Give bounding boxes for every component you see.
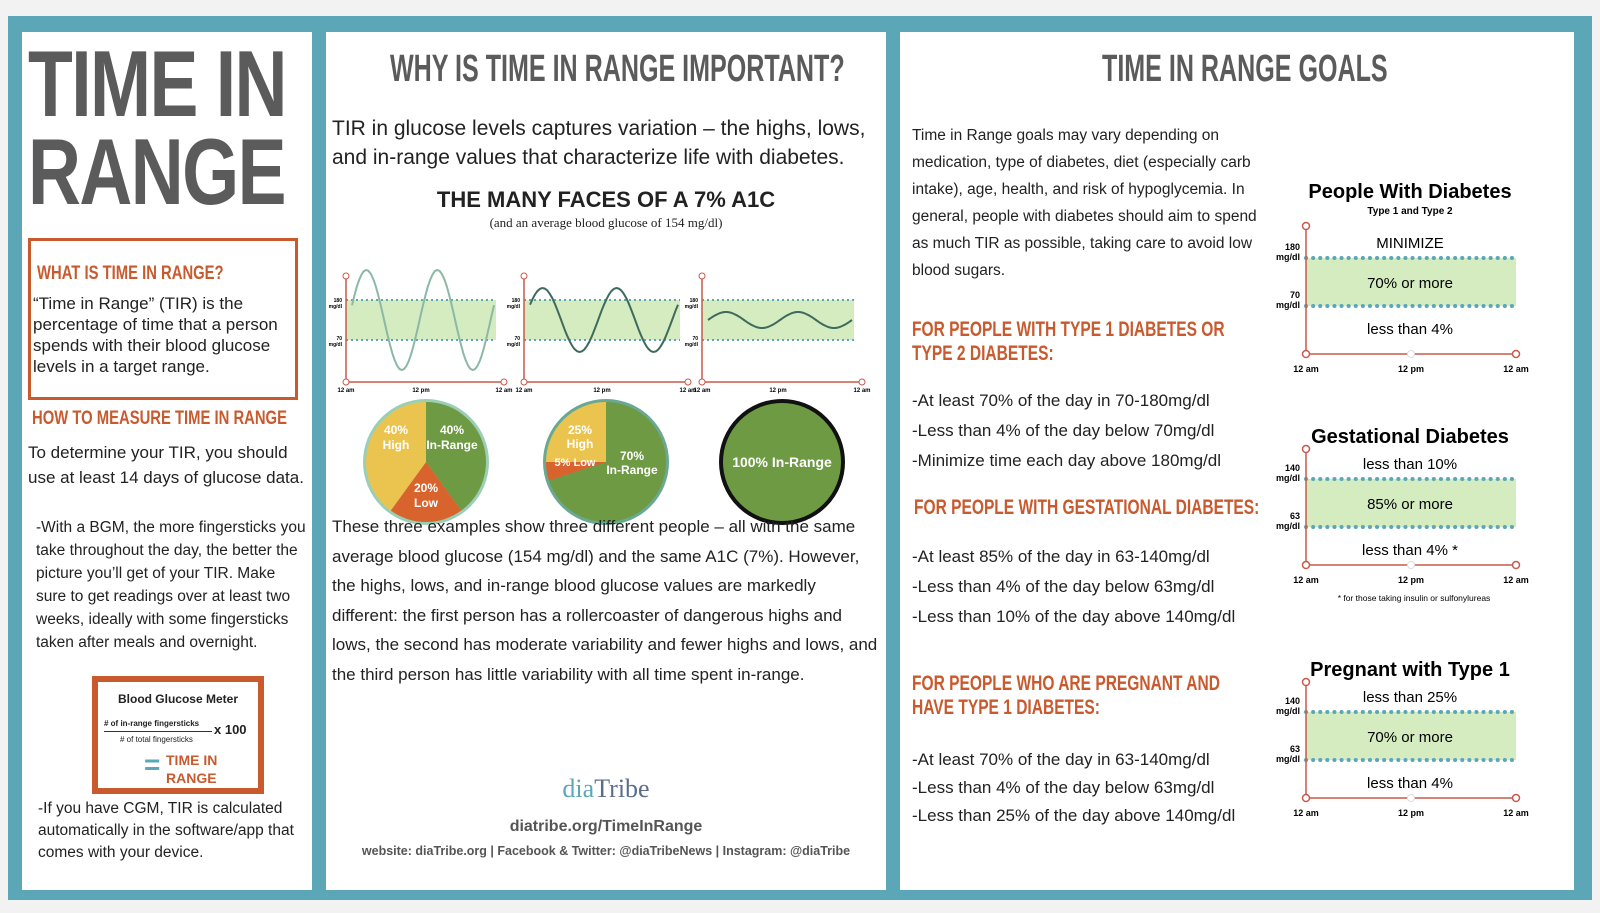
time-label-end: 12 am — [1503, 808, 1529, 818]
pie-label-low: 5% Low — [554, 457, 596, 469]
axis-origin-dot — [1303, 351, 1310, 358]
axis-end-dot — [859, 379, 865, 385]
section-heading-type1-type2: FOR PEOPLE WITH TYPE 1 DIABETES OR TYPE 2 DIABETES: — [912, 318, 1225, 365]
axis-end-dot — [1303, 446, 1310, 453]
x-label-start: 12 am — [337, 388, 355, 394]
axis-end-dot — [343, 273, 349, 279]
x-label-mid: 12 pm — [412, 388, 430, 394]
upper-value: 180 — [1284, 242, 1300, 252]
main-title — [28, 32, 286, 224]
middle-intro: TIR in glucose levels captures variation – the highs, lows, and in-range values that characterize life with diabetes. — [332, 117, 866, 169]
what-body: “Time in Range” (TIR) is the percentage of time that a person spends with their blood glucose levels in a target range. — [33, 294, 278, 376]
in-range-goal: 85% or more — [1367, 496, 1453, 513]
goal-charts — [1270, 162, 1570, 882]
y-label-high: 180 — [511, 298, 520, 304]
target-range-band — [524, 300, 680, 340]
lower-unit: mg/dl — [1276, 754, 1300, 764]
above-range-goal: MINIMIZE — [1376, 235, 1444, 252]
section-heading-pregnant-type1: FOR PEOPLE WHO ARE PREGNANT AND HAVE TYPE 1 DIABETES: — [912, 672, 1220, 719]
y-label-unit: mg/dl — [684, 304, 698, 310]
logo-tribe: Tribe — [594, 774, 650, 803]
left-panel — [22, 32, 312, 890]
below-range-goal: less than 4% * — [1362, 542, 1458, 559]
upper-value: 140 — [1284, 696, 1300, 706]
axis-end-dot — [521, 273, 527, 279]
pie-label-high-value: 25% — [567, 423, 593, 437]
in-range-goal: 70% or more — [1367, 275, 1453, 292]
time-label-end: 12 am — [1503, 364, 1529, 374]
time-label-mid: 12 pm — [1397, 364, 1425, 374]
middle-panel — [326, 32, 886, 890]
list-item: -Less than 10% of the day above 140mg/dl — [912, 607, 1236, 626]
how-cgm: -If you have CGM, TIR is calculated automatically in the software/app that comes with your device. — [38, 800, 294, 861]
upper-unit: mg/dl — [1276, 252, 1300, 262]
right-title: TIME IN RANGE GOALS — [1102, 48, 1388, 90]
target-range-band — [702, 300, 854, 340]
what-heading: WHAT IS TIME IN RANGE? — [37, 263, 224, 284]
meter-denominator: # of total fingersticks — [120, 735, 193, 744]
middle-body: These three examples show three different people – all with the same average blood glucose (154 mg/dl) and the same A1C (7%). However, the highs, lows, and in-range blood glucose values are markedly different: the first person has a rollercoaster of dangerous highs and lows, the second has moderate variability and fewer highs and lows, and the third person has little variability with all time spent in-range. — [332, 517, 878, 684]
list-item: -Less than 25% of the day above 140mg/dl — [912, 806, 1236, 825]
middle-title: WHY IS TIME IN RANGE IMPORTANT? — [390, 48, 845, 90]
what-box — [28, 238, 298, 400]
upper-unit: mg/dl — [1276, 473, 1300, 483]
list-item: -Minimize time each day above 180mg/dl — [912, 451, 1221, 470]
pie-label-high-text: High — [382, 438, 410, 452]
glucose-comparison-graphic — [326, 232, 886, 532]
y-label-low: 70 — [514, 336, 520, 342]
section-heading-gestational: FOR PEOPLE WITH GESTATIONAL DIABETES: — [914, 496, 1260, 519]
axis-origin-dot — [521, 379, 527, 385]
main-title-line1: TIME IN — [28, 32, 286, 136]
y-label-low: 70 — [692, 336, 698, 342]
goal-chart-title: Pregnant with Type 1 — [1310, 659, 1510, 681]
axis-origin-dot — [343, 379, 349, 385]
axis-end-dot — [1513, 795, 1520, 802]
x-label-mid: 12 pm — [593, 388, 611, 394]
list-item: -Less than 4% of the day below 63mg/dl — [912, 577, 1215, 596]
list-item: -At least 85% of the day in 63-140mg/dl — [912, 547, 1210, 566]
time-label-start: 12 am — [1293, 808, 1319, 818]
y-label-high: 180 — [689, 298, 698, 304]
goal-chart-title: People With Diabetes — [1308, 181, 1512, 203]
diatribe-logo — [326, 774, 886, 804]
list-item: -At least 70% of the day in 70-180mg/dl — [912, 391, 1210, 410]
section-list-type1-type2 — [912, 386, 1221, 476]
lower-value: 70 — [1289, 290, 1300, 300]
y-label-unit: mg/dl — [684, 342, 698, 348]
axis-end-dot — [1513, 351, 1520, 358]
pie-label-high-value: 40% — [383, 423, 409, 437]
target-range-band — [346, 300, 496, 340]
axis-end-dot — [699, 273, 705, 279]
above-range-goal: less than 25% — [1362, 689, 1458, 706]
y-label-unit: mg/dl — [328, 304, 342, 310]
pie-label-inrange-value: 40% — [439, 423, 465, 437]
list-item: -At least 70% of the day in 63-140mg/dl — [912, 750, 1210, 769]
below-range-goal: less than 4% — [1367, 321, 1453, 338]
pie-label-inrange-text: In-Range — [426, 438, 478, 452]
list-item: -Less than 4% of the day below 63mg/dl — [912, 778, 1215, 797]
lower-value: 63 — [1289, 744, 1300, 754]
section-list-pregnant-type1 — [912, 746, 1235, 830]
how-bgm: -With a BGM, the more fingersticks you take throughout the day, the better the picture you’ll get of your TIR. Make sure to get readings over at least two weeks, ideally with some fingersticks taken after meals and overnight. — [36, 519, 306, 651]
how-intro: To determine your TIR, you should use at least 14 days of glucose data. — [28, 443, 304, 487]
y-label-unit: mg/dl — [506, 342, 520, 348]
meter-result — [166, 751, 217, 787]
lower-value: 63 — [1289, 511, 1300, 521]
x-label-end: 12 am — [495, 388, 513, 394]
axis-mid-dot — [1408, 795, 1415, 802]
meter-title: Blood Glucose Meter — [117, 692, 239, 706]
time-label-end: 12 am — [1503, 575, 1529, 585]
axis-end-dot — [1513, 562, 1520, 569]
x-label-end: 12 am — [853, 388, 871, 394]
goal-chart-note: * for those taking insulin or sulfonylureas — [1337, 593, 1491, 603]
goal-chart-subtitle: Type 1 and Type 2 — [1367, 206, 1453, 217]
diatribe-url[interactable]: diatribe.org/TimeInRange — [509, 818, 703, 835]
time-label-mid: 12 pm — [1397, 808, 1425, 818]
pie-label-inrange: 100% In-Range — [732, 454, 832, 470]
lower-unit: mg/dl — [1276, 300, 1300, 310]
goal-chart-title: Gestational Diabetes — [1311, 426, 1509, 448]
lower-unit: mg/dl — [1276, 521, 1300, 531]
social-links: website: diaTribe.org | Facebook & Twitter: @diaTribeNews | Instagram: @diaTribe — [361, 844, 851, 858]
axis-mid-dot — [1408, 351, 1415, 358]
pie-label-inrange-text: In-Range — [606, 463, 658, 477]
axis-origin-dot — [1303, 562, 1310, 569]
y-label-low: 70 — [336, 336, 342, 342]
fraction-line — [104, 731, 212, 732]
time-label-start: 12 am — [1293, 364, 1319, 374]
x-label-start: 12 am — [693, 388, 711, 394]
meter-result-line1: TIME IN — [166, 752, 218, 768]
pie-label-low-value: 20% — [413, 481, 439, 495]
axis-end-dot — [501, 379, 507, 385]
axis-origin-dot — [1303, 795, 1310, 802]
axis-end-dot — [685, 379, 691, 385]
main-title-line2: RANGE — [28, 119, 285, 224]
how-heading: HOW TO MEASURE TIME IN RANGE — [32, 408, 287, 429]
right-intro: Time in Range goals may vary depending on medication, type of diabetes, diet (especially carb intake), age, health, and risk of hypoglycemia. In general, people with diabetes should aim to spend as much TIR as possible, taking care to avoid low blood sugars. — [912, 127, 1257, 279]
above-range-goal: less than 10% — [1362, 456, 1458, 473]
logo-dia: dia — [562, 774, 595, 803]
in-range-goal: 70% or more — [1367, 729, 1453, 746]
axis-origin-dot — [699, 379, 705, 385]
x-label-end: 12 am — [679, 388, 697, 394]
pie-label-low-text: Low — [414, 496, 438, 510]
time-label-mid: 12 pm — [1397, 575, 1425, 585]
pie-label-inrange-value: 70% — [619, 449, 645, 463]
meter-result-line2: RANGE — [166, 770, 217, 786]
y-label-high: 180 — [333, 298, 342, 304]
upper-unit: mg/dl — [1276, 706, 1300, 716]
meter-equals: = — [144, 749, 161, 780]
meter-numerator: # of in-range fingersticks — [104, 719, 200, 728]
axis-mid-dot — [1408, 562, 1415, 569]
faces-subtitle: (and an average blood glucose of 154 mg/dl) — [489, 215, 723, 230]
below-range-goal: less than 4% — [1367, 775, 1453, 792]
pie-label-high-text: High — [566, 437, 594, 451]
axis-end-dot — [1303, 223, 1310, 230]
section-list-gestational — [912, 542, 1235, 632]
right-panel — [900, 32, 1574, 890]
meter-times: x 100 — [214, 722, 247, 737]
list-item: -Less than 4% of the day below 70mg/dl — [912, 421, 1215, 440]
faces-title: THE MANY FACES OF A 7% A1C — [436, 187, 776, 212]
y-label-unit: mg/dl — [506, 304, 520, 310]
time-label-start: 12 am — [1293, 575, 1319, 585]
x-label-start: 12 am — [515, 388, 533, 394]
y-label-unit: mg/dl — [328, 342, 342, 348]
x-label-mid: 12 pm — [769, 388, 787, 394]
axis-end-dot — [1303, 679, 1310, 686]
meter-formula — [92, 676, 264, 794]
upper-value: 140 — [1284, 463, 1300, 473]
